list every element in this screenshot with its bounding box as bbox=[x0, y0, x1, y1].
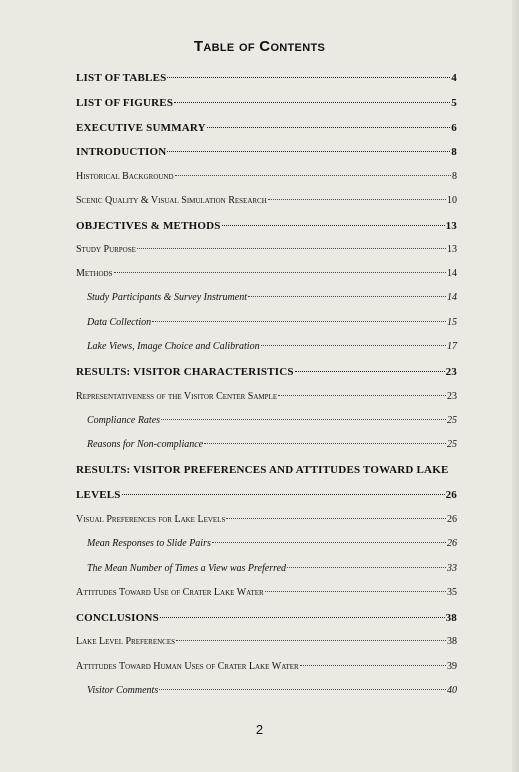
toc-entry-executive-summary[interactable] bbox=[76, 122, 457, 134]
toc-entry-label: Mean Responses to Slide Pairs bbox=[87, 538, 211, 549]
dot-leader bbox=[207, 127, 450, 128]
dot-leader bbox=[159, 689, 446, 690]
toc-entry-page: 5 bbox=[451, 97, 457, 109]
toc-entry-label: CONCLUSIONS bbox=[76, 612, 159, 624]
toc-entry-label: Representativeness of the Visitor Center Sample bbox=[76, 391, 278, 402]
toc-entry-page: 26 bbox=[447, 514, 457, 525]
toc-entry-lake-level-preferences[interactable] bbox=[76, 636, 457, 647]
dot-leader bbox=[248, 296, 446, 297]
toc-entry-compliance-rates[interactable] bbox=[87, 415, 457, 426]
toc-entry-label: Compliance Rates bbox=[87, 415, 161, 426]
toc-entry-label: Attitudes Toward Human Uses of Crater Lake Water bbox=[76, 661, 299, 672]
toc-entry-page: 39 bbox=[447, 661, 457, 672]
toc-entry-label: Lake Level Preferences bbox=[76, 636, 175, 647]
toc-entry-page: 25 bbox=[447, 439, 457, 450]
toc-entry-label: Attitudes Toward Use of Crater Lake Water bbox=[76, 587, 264, 598]
toc-entry-label: Reasons for Non-compliance bbox=[87, 439, 204, 450]
toc-entry-page: 13 bbox=[445, 220, 457, 232]
toc-entry-label: LIST OF TABLES bbox=[76, 72, 167, 84]
dot-leader bbox=[122, 494, 445, 495]
toc-entry-lake-views[interactable] bbox=[87, 341, 457, 352]
toc-entry-page: 26 bbox=[445, 489, 457, 501]
toc-entry-page: 23 bbox=[445, 366, 457, 378]
toc-entry-page: 35 bbox=[447, 587, 457, 598]
toc-entry-label: Visitor Comments bbox=[87, 685, 159, 696]
dot-leader bbox=[300, 665, 446, 666]
toc-entry-conclusions[interactable] bbox=[76, 612, 457, 624]
toc-entry-label: Study Purpose bbox=[76, 244, 136, 255]
toc-entry-study-participants[interactable] bbox=[87, 292, 457, 303]
dot-leader bbox=[160, 617, 445, 618]
toc-entry-list-of-tables[interactable] bbox=[76, 72, 457, 84]
toc-entry-page: 4 bbox=[451, 72, 457, 84]
dot-leader bbox=[167, 151, 450, 152]
toc-entry-page: 17 bbox=[447, 341, 457, 352]
toc-entry-page: 13 bbox=[447, 244, 457, 255]
dot-leader bbox=[278, 395, 446, 396]
toc-entry-results-visitor-characteristics[interactable] bbox=[76, 366, 457, 378]
toc-entry-label: Methods bbox=[76, 268, 113, 279]
toc-entry-introduction[interactable] bbox=[76, 146, 457, 158]
dot-leader bbox=[261, 345, 446, 346]
toc-entry-non-compliance[interactable] bbox=[87, 439, 457, 450]
dot-leader bbox=[114, 272, 446, 273]
dot-leader bbox=[152, 321, 446, 322]
toc-entry-label: Lake Views, Image Choice and Calibration bbox=[87, 341, 260, 352]
toc-entry-objectives-methods[interactable] bbox=[76, 220, 457, 232]
dot-leader bbox=[175, 175, 451, 176]
toc-entry-page: 14 bbox=[447, 268, 457, 279]
toc-entry-page: 26 bbox=[447, 538, 457, 549]
toc-entry-mean-number-preferred[interactable] bbox=[87, 563, 457, 574]
toc-entry-mean-responses[interactable] bbox=[87, 538, 457, 549]
dot-leader bbox=[295, 371, 445, 372]
toc-entry-label: EXECUTIVE SUMMARY bbox=[76, 122, 206, 134]
dot-leader bbox=[268, 199, 446, 200]
dot-leader bbox=[161, 419, 446, 420]
toc-entry-label: Visual Preferences for Lake Levels bbox=[76, 514, 226, 525]
page-number: 2 bbox=[255, 722, 264, 737]
toc-entry-attitudes-human-uses[interactable] bbox=[76, 661, 457, 672]
toc-entry-scenic-quality[interactable] bbox=[76, 195, 457, 206]
toc-entry-label: Historical Background bbox=[76, 171, 174, 182]
toc-entry-label: OBJECTIVES & METHODS bbox=[76, 220, 221, 232]
toc-entry-label: Data Collection bbox=[87, 317, 152, 328]
toc-entry-results-preferences-line2[interactable] bbox=[76, 489, 457, 501]
toc-entry-page: 15 bbox=[447, 317, 457, 328]
toc-entry-page: 14 bbox=[447, 292, 457, 303]
toc-entry-page: 33 bbox=[447, 563, 457, 574]
toc-entry-page: 38 bbox=[445, 612, 457, 624]
toc-entry-study-purpose[interactable] bbox=[76, 244, 457, 255]
toc-entry-label: Scenic Quality & Visual Simulation Research bbox=[76, 195, 267, 206]
dot-leader bbox=[226, 518, 446, 519]
page-title: Table of Contents bbox=[193, 38, 326, 55]
toc-entry-label: The Mean Number of Times a View was Preferred bbox=[87, 563, 287, 574]
toc-entry-page: 23 bbox=[447, 391, 457, 402]
dot-leader bbox=[137, 248, 446, 249]
toc-entry-page: 38 bbox=[447, 636, 457, 647]
toc-entry-methods[interactable] bbox=[76, 268, 457, 279]
dot-leader bbox=[222, 225, 445, 226]
toc-entry-results-preferences-line1[interactable]: RESULTS: VISITOR PREFERENCES AND ATTITUDES TOWARD LAKE bbox=[76, 464, 449, 476]
toc-entry-page: 10 bbox=[447, 195, 457, 206]
toc-entry-page: 6 bbox=[451, 122, 457, 134]
dot-leader bbox=[287, 567, 446, 568]
toc-entry-page: 25 bbox=[447, 415, 457, 426]
toc-entry-page: 8 bbox=[451, 146, 457, 158]
toc-entry-attitudes-toward-use[interactable] bbox=[76, 587, 457, 598]
toc-entry-page: 40 bbox=[447, 685, 457, 696]
toc-entry-label: LIST OF FIGURES bbox=[76, 97, 174, 109]
toc-entry-historical-background[interactable] bbox=[76, 171, 457, 182]
toc-entry-label: RESULTS: VISITOR CHARACTERISTICS bbox=[76, 366, 294, 378]
toc-entry-label: LEVELS bbox=[76, 489, 121, 501]
toc-entry-visitor-comments[interactable] bbox=[87, 685, 457, 696]
toc-entry-data-collection[interactable] bbox=[87, 317, 457, 328]
dot-leader bbox=[212, 542, 446, 543]
toc-entry-list-of-figures[interactable] bbox=[76, 97, 457, 109]
dot-leader bbox=[167, 77, 450, 78]
toc-entry-label: INTRODUCTION bbox=[76, 146, 167, 158]
dot-leader bbox=[176, 640, 446, 641]
toc-entry-page: 8 bbox=[452, 171, 457, 182]
dot-leader bbox=[265, 591, 446, 592]
dot-leader bbox=[174, 102, 450, 103]
toc-entry-label: Study Participants & Survey Instrument bbox=[87, 292, 247, 303]
toc-entry-representativeness[interactable] bbox=[76, 391, 457, 402]
dot-leader bbox=[204, 443, 446, 444]
toc-entry-visual-preferences[interactable] bbox=[76, 514, 457, 525]
